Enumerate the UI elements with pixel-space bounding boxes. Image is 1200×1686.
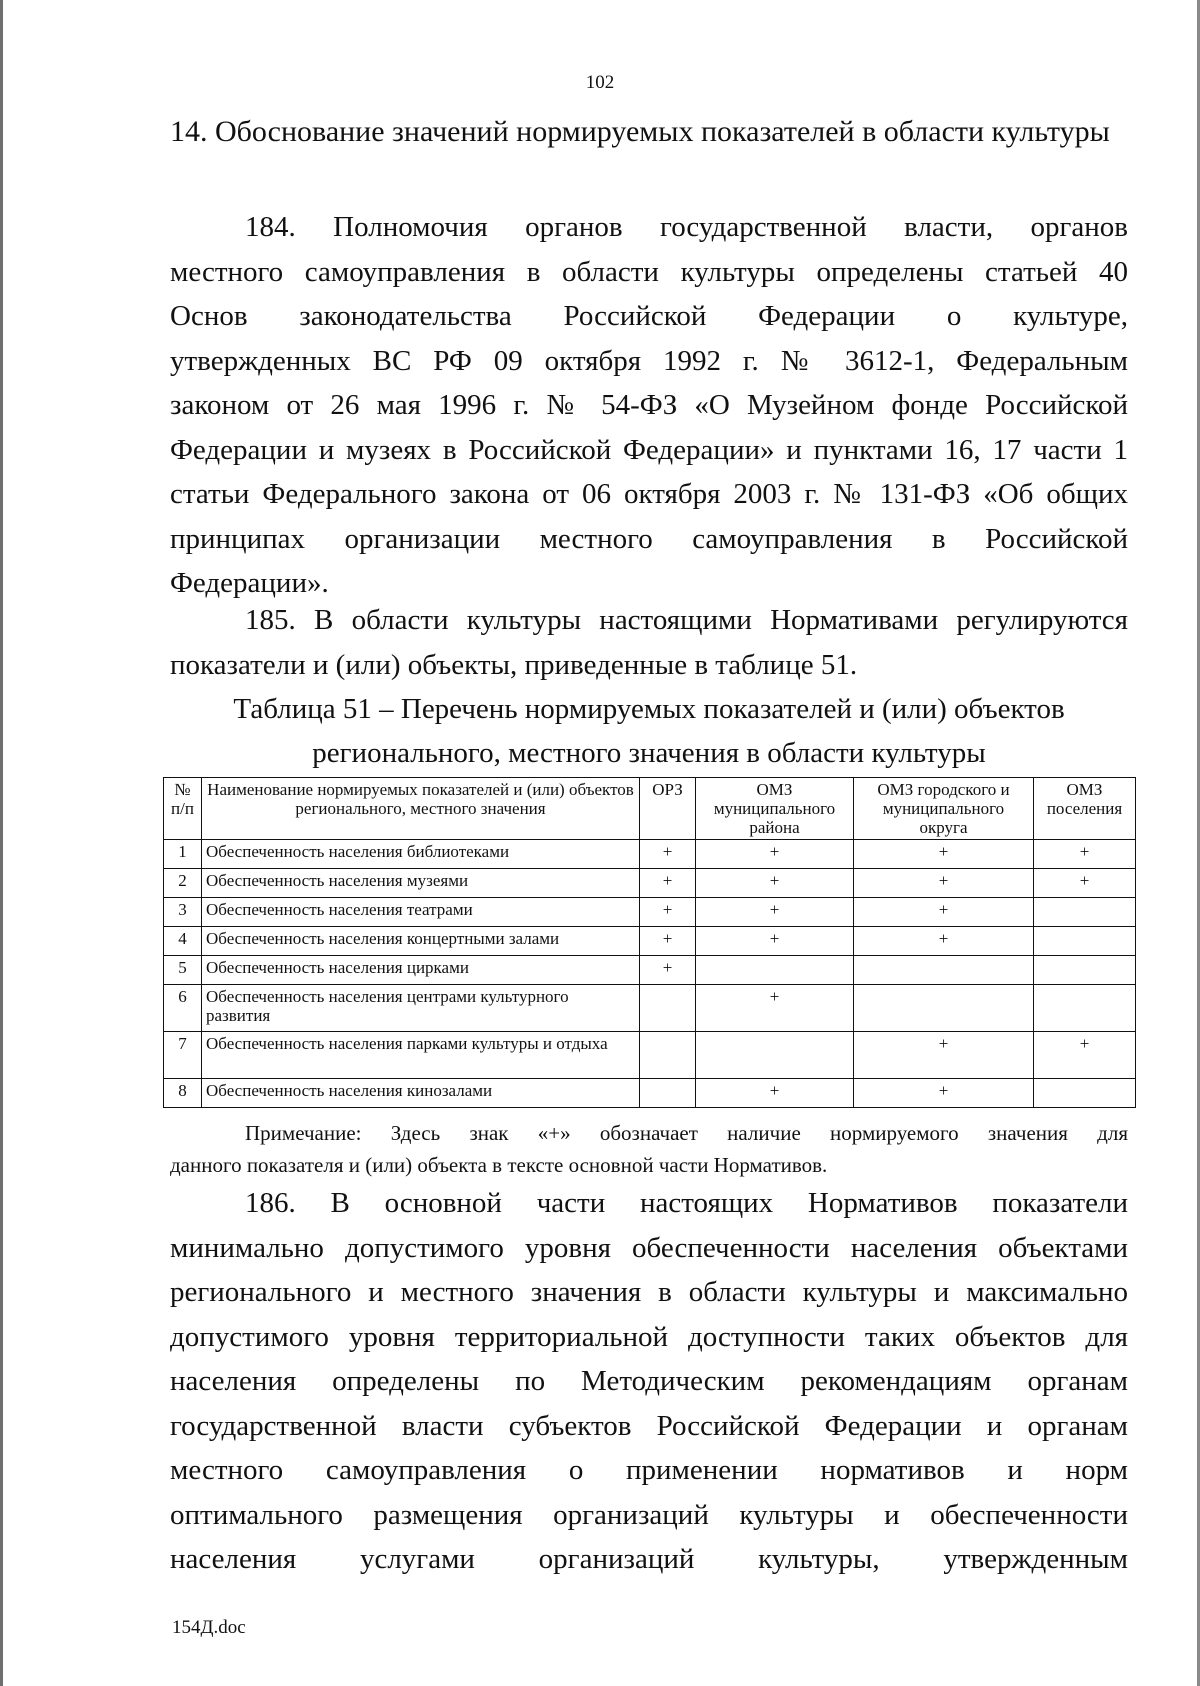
cell-omz-district [696, 1032, 854, 1079]
row-indicator: Обеспеченность населения концертными залами [202, 927, 640, 956]
cell-omz-district: + [696, 840, 854, 869]
file-name-footer: 154Д.doc [172, 1617, 246, 1638]
paragraph-line: местного самоуправления в области культуры определены статьей 40 [170, 255, 1128, 288]
row-number: 5 [164, 956, 202, 985]
header-orz: ОРЗ [640, 778, 696, 840]
section-heading: 14. Обоснование значений нормируемых показателей в области культуры [170, 115, 1110, 148]
cell-omz-district: + [696, 869, 854, 898]
paragraph-line: утвержденных ВС РФ 09 октября 1992 г. № 3612-1, Федеральным [170, 344, 1128, 377]
page-number: 102 [585, 72, 615, 93]
row-number: 6 [164, 985, 202, 1032]
table-row [164, 985, 1136, 1032]
paragraph-line: населения услугами организаций культуры, утвержденным [170, 1543, 1128, 1575]
cell-omz-district: + [696, 985, 854, 1032]
table-caption-line: регионального, местного значения в области культуры [312, 737, 986, 769]
cell-omz-district: + [696, 927, 854, 956]
table-caption-line: Таблица 51 – Перечень нормируемых показателей и (или) объектов [233, 693, 1065, 725]
paragraph-line: регионального и местного значения в области культуры и максимально [170, 1276, 1128, 1308]
cell-orz: + [640, 927, 696, 956]
cell-orz: + [640, 956, 696, 985]
table-caption [170, 687, 1128, 775]
table-row [164, 869, 1136, 898]
header-indicator-name: Наименование нормируемых показателей и (или) объектов регионального, местного значения [202, 778, 640, 840]
row-indicator: Обеспеченность населения музеями [202, 869, 640, 898]
paragraph-line: оптимального размещения организаций культуры и обеспеченности [170, 1498, 1128, 1531]
row-indicator: Обеспеченность населения кинозалами [202, 1079, 640, 1108]
cell-omz-city-okrug: + [854, 869, 1034, 898]
row-indicator: Обеспеченность населения библиотеками [202, 840, 640, 869]
table-note [170, 1117, 1128, 1181]
cell-orz: + [640, 898, 696, 927]
row-number: 2 [164, 869, 202, 898]
table-row [164, 956, 1136, 985]
paragraph-184 [170, 205, 1128, 606]
cell-orz [640, 1032, 696, 1079]
header-omz-district: ОМЗ муниципального района [696, 778, 854, 840]
paragraph-line: Федерации и музеях в Российской Федерации» и пунктами 16, 17 части 1 [170, 433, 1128, 466]
cell-omz-settlement: + [1034, 1032, 1136, 1079]
cell-orz: + [640, 869, 696, 898]
paragraph-line: минимально допустимого уровня обеспеченности населения объектами [170, 1231, 1128, 1264]
cell-omz-city-okrug [854, 956, 1034, 985]
table-row [164, 927, 1136, 956]
paragraph-line: показатели и (или) объекты, приведенные в таблице 51. [170, 648, 858, 681]
cell-orz: + [640, 840, 696, 869]
header-number: № п/п [164, 778, 202, 840]
row-number: 8 [164, 1079, 202, 1108]
row-number: 3 [164, 898, 202, 927]
row-number: 4 [164, 927, 202, 956]
cell-orz [640, 1079, 696, 1108]
paragraph-line: Федерации». [170, 567, 329, 599]
cell-omz-city-okrug [854, 985, 1034, 1032]
cell-omz-district [696, 956, 854, 985]
cell-omz-settlement: + [1034, 840, 1136, 869]
table-row [164, 1079, 1136, 1108]
cell-omz-settlement [1034, 927, 1136, 956]
scan-edge-left [0, 0, 3, 1686]
row-indicator: Обеспеченность населения центрами культурного развития [202, 985, 640, 1032]
paragraph-line: населения определены по Методическим рекомендациям органам [170, 1365, 1128, 1397]
row-indicator: Обеспеченность населения театрами [202, 898, 640, 927]
note-line: Примечание: Здесь знак «+» обозначает наличие нормируемого значения для [245, 1121, 1128, 1145]
paragraph-line: 186. В основной части настоящих Нормативов показатели [245, 1187, 1128, 1219]
norms-table [163, 777, 1136, 1108]
paragraph-line: законом от 26 мая 1996 г. № 54-ФЗ «О Музейном фонде Российской [170, 389, 1128, 421]
table-row [164, 1032, 1136, 1079]
cell-omz-city-okrug: + [854, 1079, 1034, 1108]
paragraph-line: 184. Полномочия органов государственной власти, органов [245, 211, 1128, 243]
cell-omz-settlement [1034, 1079, 1136, 1108]
cell-omz-district: + [696, 898, 854, 927]
cell-omz-settlement [1034, 898, 1136, 927]
row-indicator: Обеспеченность населения парками культуры и отдыха [202, 1032, 640, 1079]
cell-omz-district: + [696, 1079, 854, 1108]
cell-omz-settlement: + [1034, 869, 1136, 898]
row-number: 1 [164, 840, 202, 869]
cell-omz-settlement [1034, 985, 1136, 1032]
paragraph-185 [170, 598, 1128, 687]
table-row [164, 898, 1136, 927]
paragraph-line: статьи Федерального закона от 06 октября 2003 г. № 131-ФЗ «Об общих [170, 478, 1128, 510]
header-omz-city-okrug: ОМЗ городского и муниципального округа [854, 778, 1034, 840]
paragraph-line: 185. В области культуры настоящими Нормативами регулируются [245, 604, 1128, 636]
paragraph-line: допустимого уровня территориальной доступности таких объектов для [170, 1320, 1128, 1353]
paragraph-line: государственной власти субъектов Российской Федерации и органам [170, 1409, 1128, 1442]
table-header-row [164, 778, 1136, 840]
cell-omz-city-okrug: + [854, 898, 1034, 927]
note-line: данного показателя и (или) объекта в тексте основной части Нормативов. [170, 1153, 828, 1177]
paragraph-line: принципах организации местного самоуправления в Российской [170, 522, 1128, 555]
row-indicator: Обеспеченность населения цирками [202, 956, 640, 985]
cell-omz-city-okrug: + [854, 927, 1034, 956]
header-omz-settlement: ОМЗ поселения [1034, 778, 1136, 840]
row-number: 7 [164, 1032, 202, 1079]
paragraph-line: местного самоуправления о применении нормативов и норм [170, 1454, 1128, 1486]
cell-omz-city-okrug: + [854, 840, 1034, 869]
cell-omz-city-okrug: + [854, 1032, 1034, 1079]
table-row [164, 840, 1136, 869]
paragraph-186 [170, 1181, 1128, 1582]
paragraph-line: Основ законодательства Российской Федерации о культуре, [170, 300, 1128, 332]
cell-orz [640, 985, 696, 1032]
cell-omz-settlement [1034, 956, 1136, 985]
